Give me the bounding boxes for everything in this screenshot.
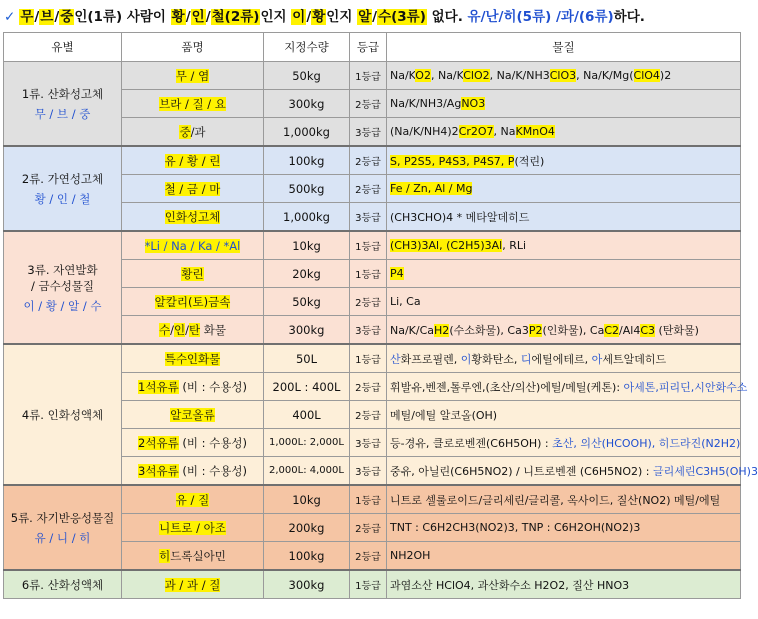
- category-cell: [4, 570, 122, 599]
- quantity-cell: 300kg: [264, 90, 350, 118]
- substance-cell: [387, 146, 741, 175]
- text-segment: 철(2류): [211, 9, 260, 25]
- text-segment: (Na/K/NH4)2: [390, 125, 459, 138]
- quantity-cell: 1,000kg: [264, 203, 350, 232]
- category-name: 1류. 산화성고체: [21, 86, 104, 101]
- item-name-cell: [122, 62, 264, 90]
- header-substance: 물질: [387, 33, 741, 62]
- quantity-cell: 300kg: [264, 316, 350, 345]
- grade-cell: 2등급: [350, 514, 387, 542]
- substance-cell: [387, 570, 741, 599]
- text-segment: Na/K/Ca: [390, 323, 435, 337]
- quantity-cell: 10kg: [264, 231, 350, 260]
- substance-cell: [387, 118, 741, 147]
- category-cell: [4, 485, 122, 570]
- quantity-cell: 400L: [264, 401, 350, 429]
- text-segment: , RLi: [502, 239, 527, 252]
- text-segment: 중: [60, 9, 74, 25]
- item-name-cell: [122, 542, 264, 571]
- page-title: [4, 4, 645, 30]
- text-segment: Cr2O7: [458, 125, 494, 138]
- grade-cell: 2등급: [350, 146, 387, 175]
- text-segment: Na/K: [390, 69, 416, 82]
- item-name-cell: [122, 316, 264, 345]
- quantity-cell: 10kg: [264, 485, 350, 514]
- quantity-cell: 50L: [264, 344, 350, 373]
- text-segment: /: [185, 9, 191, 25]
- table-row: [4, 344, 741, 373]
- text-segment: 인지: [326, 9, 358, 25]
- text-segment: )2: [659, 69, 672, 82]
- item-name-cell: [122, 344, 264, 373]
- grade-cell: 3등급: [350, 203, 387, 232]
- text-segment: /: [205, 9, 211, 25]
- text-segment: 메틸/에틸 알코올(OH): [390, 408, 498, 422]
- text-segment: 황린: [181, 266, 204, 281]
- header-quantity: 지정수량: [264, 33, 350, 62]
- text-segment: 화물: [200, 322, 226, 337]
- category-mnemonic: 이 / 황 / 알 / 수: [23, 298, 102, 313]
- item-name-cell: [122, 429, 264, 457]
- substance-cell: [387, 260, 741, 288]
- text-segment: 수: [159, 322, 171, 337]
- item-name-cell: [122, 570, 264, 599]
- text-segment: 이: [460, 352, 472, 366]
- quantity-cell: 2,000L: 4,000L: [264, 457, 350, 486]
- header-row: [4, 33, 741, 62]
- grade-cell: 3등급: [350, 316, 387, 345]
- grade-cell: 2등급: [350, 373, 387, 401]
- text-segment: 등-경유, 클로로벤젠(C6H5OH) :: [390, 436, 553, 450]
- item-name-cell: [122, 175, 264, 203]
- item-name-cell: [122, 457, 264, 486]
- grade-cell: 3등급: [350, 429, 387, 457]
- text-segment: /: [306, 9, 312, 25]
- text-segment: (수소화물), Ca3: [449, 323, 529, 337]
- text-segment: 황: [171, 9, 185, 25]
- text-segment: , Na/K/NH3: [489, 69, 550, 82]
- item-name-cell: [122, 288, 264, 316]
- text-segment: 유 / 황 / 린: [164, 153, 221, 168]
- category-mnemonic: 황 / 인 / 철: [34, 191, 91, 206]
- text-segment: C3: [640, 323, 656, 337]
- table-row: [4, 146, 741, 175]
- text-segment: TNT : C6H2CH3(NO2)3, TNP : C6H2OH(NO2)3: [390, 521, 641, 534]
- text-segment: 인: [174, 322, 186, 337]
- text-segment: 에틸에테르,: [531, 352, 592, 366]
- text-segment: Li, Ca: [390, 295, 421, 308]
- header-grade: 등급: [350, 33, 387, 62]
- quantity-cell: 1,000kg: [264, 118, 350, 147]
- quantity-cell: 100kg: [264, 542, 350, 571]
- quantity-cell: 300kg: [264, 570, 350, 599]
- substance-cell: [387, 288, 741, 316]
- item-name-cell: [122, 260, 264, 288]
- quantity-cell: 200kg: [264, 514, 350, 542]
- text-segment: 중유, 아닐린(C6H5NO2) / 니트로벤젠 (C6H5NO2) :: [390, 464, 653, 478]
- grade-cell: 1등급: [350, 231, 387, 260]
- text-segment: C2: [604, 323, 620, 337]
- category-cell: [4, 62, 122, 147]
- item-name-cell: [122, 146, 264, 175]
- text-segment: 니트로 셀룰로이드/글리세린/글리콜, 옥사이드, 질산(NO2) 메틸/에틸: [390, 493, 721, 507]
- text-segment: /Al4: [619, 323, 641, 337]
- grade-cell: 1등급: [350, 485, 387, 514]
- text-segment: 하다.: [613, 9, 645, 25]
- text-segment: 수(3류): [378, 9, 426, 25]
- text-segment: 유/난/히(5류) /과/(6류): [467, 9, 614, 25]
- substance-cell: [387, 429, 741, 457]
- text-segment: 히: [159, 548, 171, 563]
- text-segment: 화프로필렌,: [400, 352, 461, 366]
- text-segment: 드록실아민: [170, 548, 226, 563]
- substance-cell: [387, 457, 758, 486]
- grade-cell: 1등급: [350, 260, 387, 288]
- item-name-cell: [122, 203, 264, 232]
- text-segment: 인(1류) 사람이: [74, 9, 171, 25]
- category-name: 6류. 산화성액체: [21, 577, 104, 592]
- category-name: 4류. 인화성액체: [21, 407, 104, 422]
- text-segment: 세트알데히드: [602, 352, 667, 366]
- table-row: [4, 62, 741, 90]
- substance-cell: [387, 62, 741, 90]
- substance-cell: [387, 316, 741, 345]
- item-name-cell: [122, 485, 264, 514]
- text-segment: H2: [434, 323, 450, 337]
- text-segment: 디: [520, 352, 532, 366]
- text-segment: , Na/K/Mg(: [576, 69, 634, 82]
- text-segment: (비 : 수용성): [178, 463, 247, 478]
- grade-cell: 3등급: [350, 457, 387, 486]
- grade-cell: 2등급: [350, 175, 387, 203]
- substance-cell: [387, 90, 741, 118]
- quantity-cell: 20kg: [264, 260, 350, 288]
- grade-cell: 2등급: [350, 288, 387, 316]
- text-segment: 유 / 질: [175, 492, 210, 507]
- category-cell: [4, 231, 122, 344]
- quantity-cell: 100kg: [264, 146, 350, 175]
- text-segment: 무 / 염: [175, 68, 210, 83]
- text-segment: 과 / 과 / 질: [164, 577, 221, 592]
- text-segment: 1석유류: [138, 379, 179, 394]
- grade-cell: 2등급: [350, 542, 387, 571]
- text-segment: 알: [358, 9, 372, 25]
- category-cell: [4, 146, 122, 231]
- text-segment: 특수인화물: [164, 351, 221, 366]
- text-segment: NH2OH: [390, 549, 431, 562]
- category-mnemonic: 유 / 니 / 히: [34, 530, 91, 545]
- text-segment: (탄화물): [655, 323, 699, 337]
- text-segment: 황화탄소,: [471, 352, 521, 366]
- text-segment: 인화성고체: [164, 209, 221, 224]
- text-segment: (CH3)3Al, (C2H5)3Al: [390, 239, 503, 252]
- text-segment: 3석유류: [138, 463, 179, 478]
- text-segment: (인화물), Ca: [542, 323, 605, 337]
- title-text: [19, 9, 645, 25]
- hazmat-table: [3, 32, 758, 599]
- quantity-cell: 1,000L: 2,000L: [264, 429, 350, 457]
- table-row: [4, 485, 741, 514]
- quantity-cell: 500kg: [264, 175, 350, 203]
- grade-cell: 2등급: [350, 90, 387, 118]
- text-segment: (적린): [514, 154, 545, 168]
- text-segment: /: [54, 9, 60, 25]
- item-name-cell: [122, 231, 264, 260]
- table-row: [4, 231, 741, 260]
- substance-cell: [387, 203, 741, 232]
- item-name-cell: [122, 401, 264, 429]
- text-segment: 초산, 의산(HCOOH), 히드라진(N2H2): [552, 436, 741, 450]
- text-segment: 철 / 금 / 마: [164, 181, 221, 196]
- text-segment: 알코올류: [170, 407, 215, 422]
- substance-cell: [387, 514, 741, 542]
- text-segment: 브라 / 질 / 요: [159, 96, 226, 111]
- category-name: 2류. 가연성고체: [21, 171, 104, 186]
- substance-cell: [387, 485, 741, 514]
- quantity-cell: 50kg: [264, 288, 350, 316]
- text-segment: P4: [390, 267, 404, 280]
- substance-cell: [387, 344, 741, 373]
- category-mnemonic: 무 / 브 / 중: [34, 106, 91, 121]
- text-segment: /: [185, 322, 189, 337]
- item-name-cell: [122, 514, 264, 542]
- substance-cell: [387, 373, 748, 401]
- text-segment: 이: [292, 9, 306, 25]
- text-segment: Fe / Zn, Al / Mg: [390, 182, 473, 195]
- grade-cell: 1등급: [350, 344, 387, 373]
- text-segment: S, P2S5, P4S3, P4S7, P: [390, 154, 515, 168]
- text-segment: ClO4: [633, 69, 660, 82]
- text-segment: ClO2: [463, 69, 490, 82]
- text-segment: , Na: [493, 125, 516, 138]
- header-category: 유별: [4, 33, 122, 62]
- text-segment: 탄: [188, 322, 201, 337]
- substance-cell: [387, 175, 741, 203]
- substance-cell: [387, 542, 741, 571]
- item-name-cell: [122, 118, 264, 147]
- category-name: 3류. 자연발화 / 금수성물질: [27, 262, 98, 293]
- text-segment: /: [372, 9, 378, 25]
- substance-cell: [387, 231, 741, 260]
- text-segment: P2: [528, 323, 543, 337]
- text-segment: (비 : 수용성): [178, 435, 247, 450]
- quantity-cell: 200L : 400L: [264, 373, 350, 401]
- table-row: [4, 570, 741, 599]
- text-segment: 알칼리(토)금속: [154, 294, 231, 309]
- text-segment: 아: [591, 352, 603, 366]
- text-segment: 황: [312, 9, 326, 25]
- text-segment: 과염소산 HClO4, 과산화수소 H2O2, 질산 HNO3: [390, 578, 630, 592]
- item-name-cell: [122, 90, 264, 118]
- text-segment: 인지: [260, 9, 292, 25]
- text-segment: 없다.: [426, 9, 468, 25]
- text-segment: (CH3CHO)4 * 메타알데히드: [390, 210, 530, 224]
- item-name-cell: [122, 373, 264, 401]
- grade-cell: 1등급: [350, 62, 387, 90]
- check-icon: ✓: [4, 9, 16, 25]
- text-segment: /과: [190, 124, 206, 139]
- text-segment: 니트로 / 아조: [159, 520, 226, 535]
- text-segment: 브: [40, 9, 54, 25]
- quantity-cell: 50kg: [264, 62, 350, 90]
- text-segment: 글리세린C3H5(OH)3: [652, 464, 758, 478]
- grade-cell: 2등급: [350, 401, 387, 429]
- text-segment: , Na/K: [430, 69, 464, 82]
- substance-cell: [387, 401, 741, 429]
- text-segment: 아세톤,피리딘,시안화수소: [623, 380, 748, 394]
- text-segment: 중: [179, 124, 191, 139]
- text-segment: O2: [415, 69, 431, 82]
- text-segment: (비 : 수용성): [178, 379, 247, 394]
- text-segment: KMnO4: [515, 125, 555, 138]
- text-segment: 무: [20, 9, 34, 25]
- header-item: 품명: [122, 33, 264, 62]
- text-segment: /: [34, 9, 40, 25]
- grade-cell: 3등급: [350, 118, 387, 147]
- text-segment: *Li / Na / Ka / *Al: [144, 238, 241, 253]
- category-name: 5류. 자기반응성물질: [10, 510, 115, 525]
- text-segment: 인: [191, 9, 205, 25]
- text-segment: 휘발유,벤젠,톨루엔,(초산/의산)에틸/메틸(케톤):: [390, 380, 624, 394]
- grade-cell: 1등급: [350, 570, 387, 599]
- text-segment: Na/K/NH3/Ag: [390, 97, 462, 110]
- text-segment: /: [170, 322, 174, 337]
- text-segment: ClO3: [549, 69, 577, 82]
- category-cell: [4, 344, 122, 485]
- text-segment: 2석유류: [138, 435, 179, 450]
- text-segment: NO3: [461, 97, 486, 110]
- text-segment: 산: [390, 352, 401, 366]
